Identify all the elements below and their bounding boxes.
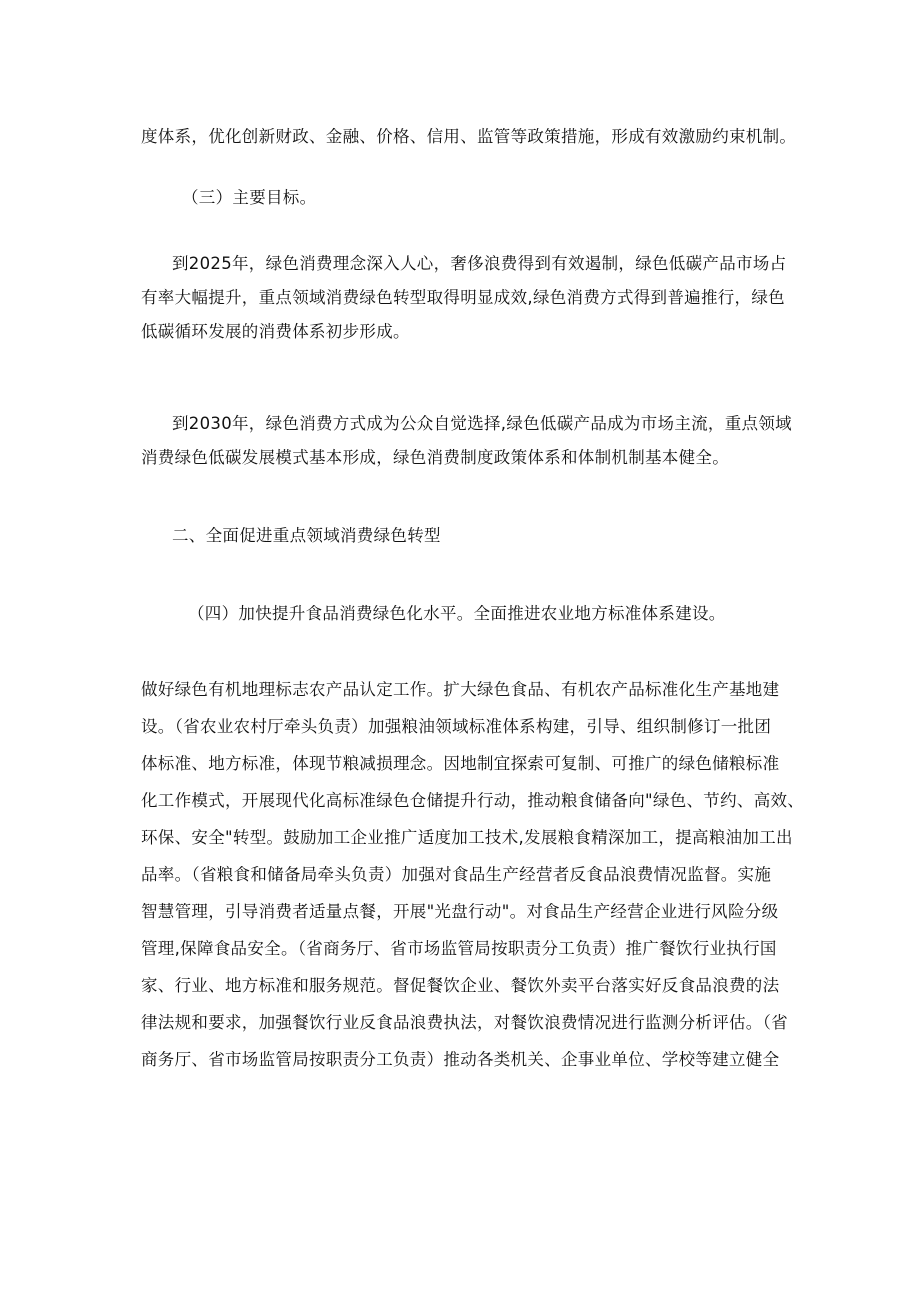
heading-text: （四）加快提升食品消费绿色化水平。全面推进农业地方标准体系建设。 — [188, 604, 726, 623]
text-line: 环保、安全"转型。鼓励加工企业推广适度加工技术,发展粮食精深加工，提高粮油加工出 — [141, 828, 793, 847]
paragraph-food-measures — [141, 671, 805, 1078]
text-line: 消费绿色低碳发展模式基本形成，绿色消费制度政策体系和体制机制基本健全。 — [141, 448, 729, 467]
text-line: 体标准、地方标准，体现节粮减损理念。因地制宜探索可复制、可推广的绿色储粮标准 — [141, 754, 780, 773]
text-line: 低碳循环发展的消费体系初步形成。 — [141, 322, 410, 341]
text-line: 管理,保障食品安全。（省商务厅、省市场监管局按职责分工负责）推广餐饮行业执行国 — [141, 939, 777, 958]
heading-text: （三）主要目标。 — [182, 188, 317, 207]
heading-text: 二、全面促进重点领域消费绿色转型 — [172, 526, 441, 545]
text-line: 做好绿色有机地理标志农产品认定工作。扩大绿色食品、有机农产品标准化生产基地建 — [141, 680, 780, 699]
heading-section-two — [172, 519, 832, 553]
text-line: 律法规和要求，加强餐饮行业反食品浪费执法，对餐饮浪费情况进行监测分析评估。（省 — [141, 1013, 788, 1032]
paragraph-policy-system — [141, 120, 801, 154]
text-line: 品率。（省粮食和储备局牵头负责）加强对食品生产经营者反食品浪费情况监督。实施 — [141, 865, 772, 884]
text-line: 到2030年，绿色消费方式成为公众自觉选择,绿色低碳产品成为市场主流，重点领域 — [172, 414, 792, 433]
text-line: 智慧管理，引导消费者适量点餐，开展"光盘行动"。对食品生产经营企业进行风险分级 — [141, 902, 779, 921]
text-line: 到2025年，绿色消费理念深入人心，奢侈浪费得到有效遏制，绿色低碳产品市场占 — [172, 254, 787, 273]
heading-main-goals — [182, 181, 842, 215]
text-line: 化工作模式，开展现代化高标准绿色仓储提升行动，推动粮食储备向"绿色、节约、高效、 — [141, 791, 805, 810]
paragraph-2025-goal — [141, 247, 801, 349]
text-line: 家、行业、地方标准和服务规范。督促餐饮企业、餐饮外卖平台落实好反食品浪费的法 — [141, 976, 780, 995]
text-line: 商务厅、省市场监管局按职责分工负责）推动各类机关、企事业单位、学校等建立健全 — [141, 1050, 780, 1069]
paragraph-2030-goal — [141, 407, 801, 475]
text-line: 度体系，优化创新财政、金融、价格、信用、监管等政策措施，形成有效激励约束机制。 — [141, 127, 797, 146]
heading-food-consumption — [188, 597, 848, 631]
text-line: 有率大幅提升，重点领域消费绿色转型取得明显成效,绿色消费方式得到普遍推行，绿色 — [141, 288, 785, 307]
text-line: 设。（省农业农村厅牵头负责）加强粮油领域标准体系构建，引导、组织制修订一批团 — [141, 717, 772, 736]
